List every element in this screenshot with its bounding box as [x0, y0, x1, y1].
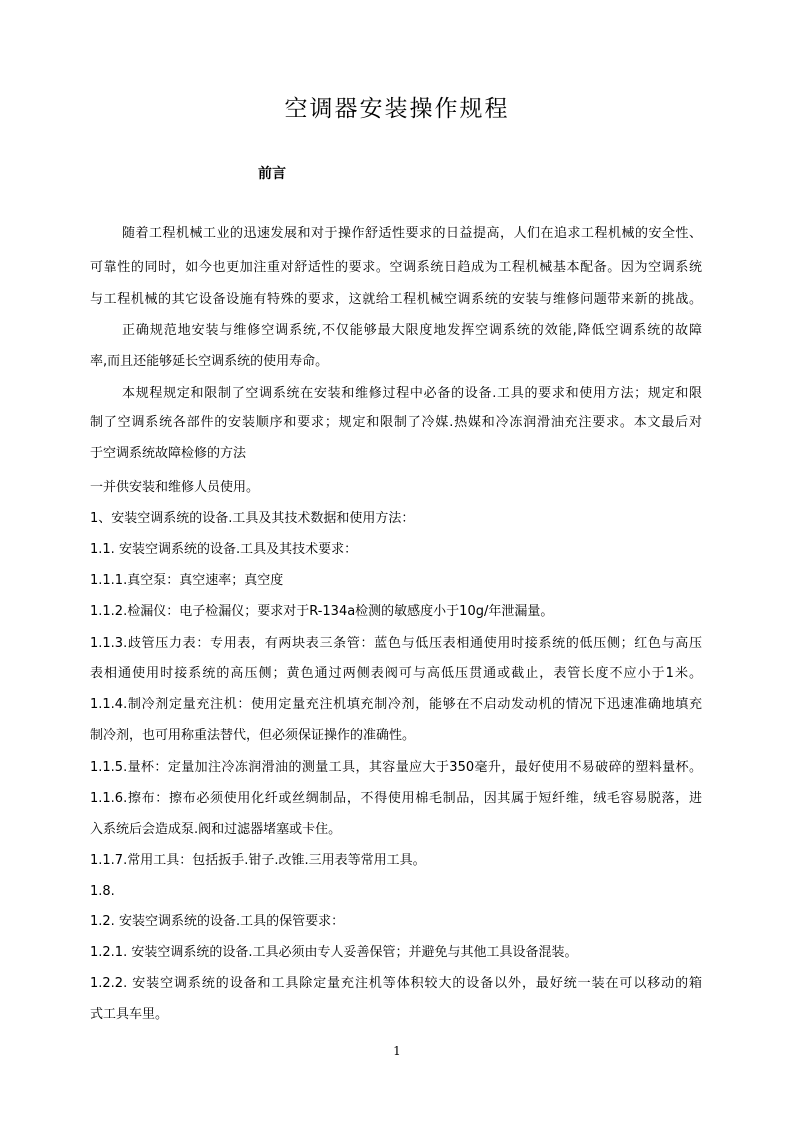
list-item: 1.8. — [90, 884, 115, 899]
paragraph-line: 本规程规定和限制了空调系统在安装和维修过程中必备的设备.工具的要求和使用方法；规定和限 — [122, 386, 702, 401]
paragraph-line: 制了空调系统各部件的安装顺序和要求；规定和限制了冷媒.热媒和冷冻润滑油充注要求。本文最后对 — [90, 415, 702, 430]
list-item: 1.1.2.检漏仪：电子检漏仪；要求对于R-134a检测的敏感度小于10g/年泄漏量。 — [90, 604, 554, 619]
list-item-continuation: 式工具车里。 — [90, 1007, 169, 1022]
paragraph-line: 正确规范地安装与维修空调系统,不仅能够最大限度地发挥空调系统的效能,降低空调系统的故障 — [122, 323, 702, 338]
list-item: 1.1.5.量杯：定量加注冷冻润滑油的测量工具，其容量应大于350毫升，最好使用不易破碎的塑料量杯。 — [90, 760, 702, 775]
paragraph-line: 随着工程机械工业的迅速发展和对于操作舒适性要求的日益提高，人们在追求工程机械的安全性、 — [122, 226, 702, 241]
page-number: 1 — [393, 1044, 401, 1058]
section-heading-preface: 前言 — [258, 166, 286, 182]
paragraph-line: 与工程机械的其它设备设施有特殊的要求，这就给工程机械空调系统的安装与维修问题带来新的挑战。 — [90, 292, 702, 307]
list-item: 1.2.1. 安装空调系统的设备.工具必须由专人妥善保管；并避免与其他工具设备混装。 — [90, 945, 578, 960]
list-item: 1.1.4.制冷剂定量充注机：使用定量充注机填充制冷剂，能够在不启动发动机的情况下迅速准确地填充 — [90, 697, 702, 712]
list-item: 1.1.1.真空泵：真空速率；真空度 — [90, 573, 284, 588]
document-title: 空调器安装操作规程 — [284, 96, 510, 122]
section-heading: 1、安装空调系统的设备.工具及其技术数据和使用方法： — [90, 511, 415, 526]
list-item: 1.1.6.擦布：擦布必须使用化纤或丝绸制品，不得使用棉毛制品，因其属于短纤维，绒毛容易脱落，进 — [90, 791, 702, 806]
list-item: 1.1.7.常用工具：包括扳手.钳子.改锥.三用表等常用工具。 — [90, 853, 426, 868]
list-item-continuation: 表相通使用时接系统的高压侧；黄色通过两侧表阀可与高低压贯通或截止，表管长度不应小于1米。 — [90, 666, 702, 681]
list-item-continuation: 制冷剂，也可用称重法替代，但必须保证操作的准确性。 — [90, 728, 416, 743]
list-item: 1.2.2. 安装空调系统的设备和工具除定量充注机等体积较大的设备以外，最好统一装在可以移动的箱 — [90, 976, 702, 991]
list-item: 1.1.3.歧管压力表：专用表，有两块表三条管：蓝色与低压表相通使用时接系统的低压侧；红色与高压 — [90, 636, 702, 651]
paragraph-line: 一并供安装和维修人员使用。 — [90, 480, 260, 495]
paragraph-line: 率,而且还能够延长空调系统的使用寿命。 — [90, 354, 329, 369]
subsection-heading: 1.2. 安装空调系统的设备.工具的保管要求： — [90, 914, 345, 929]
paragraph-line: 可靠性的同时，如今也更加注重对舒适性的要求。空调系统日趋成为工程机械基本配备。因为空调系统 — [90, 260, 702, 275]
subsection-heading: 1.1. 安装空调系统的设备.工具及其技术要求： — [90, 542, 358, 557]
paragraph-line: 于空调系统故障检修的方法 — [90, 446, 247, 461]
list-item-continuation: 入系统后会造成泵.阀和过滤器堵塞或卡住。 — [90, 822, 342, 837]
